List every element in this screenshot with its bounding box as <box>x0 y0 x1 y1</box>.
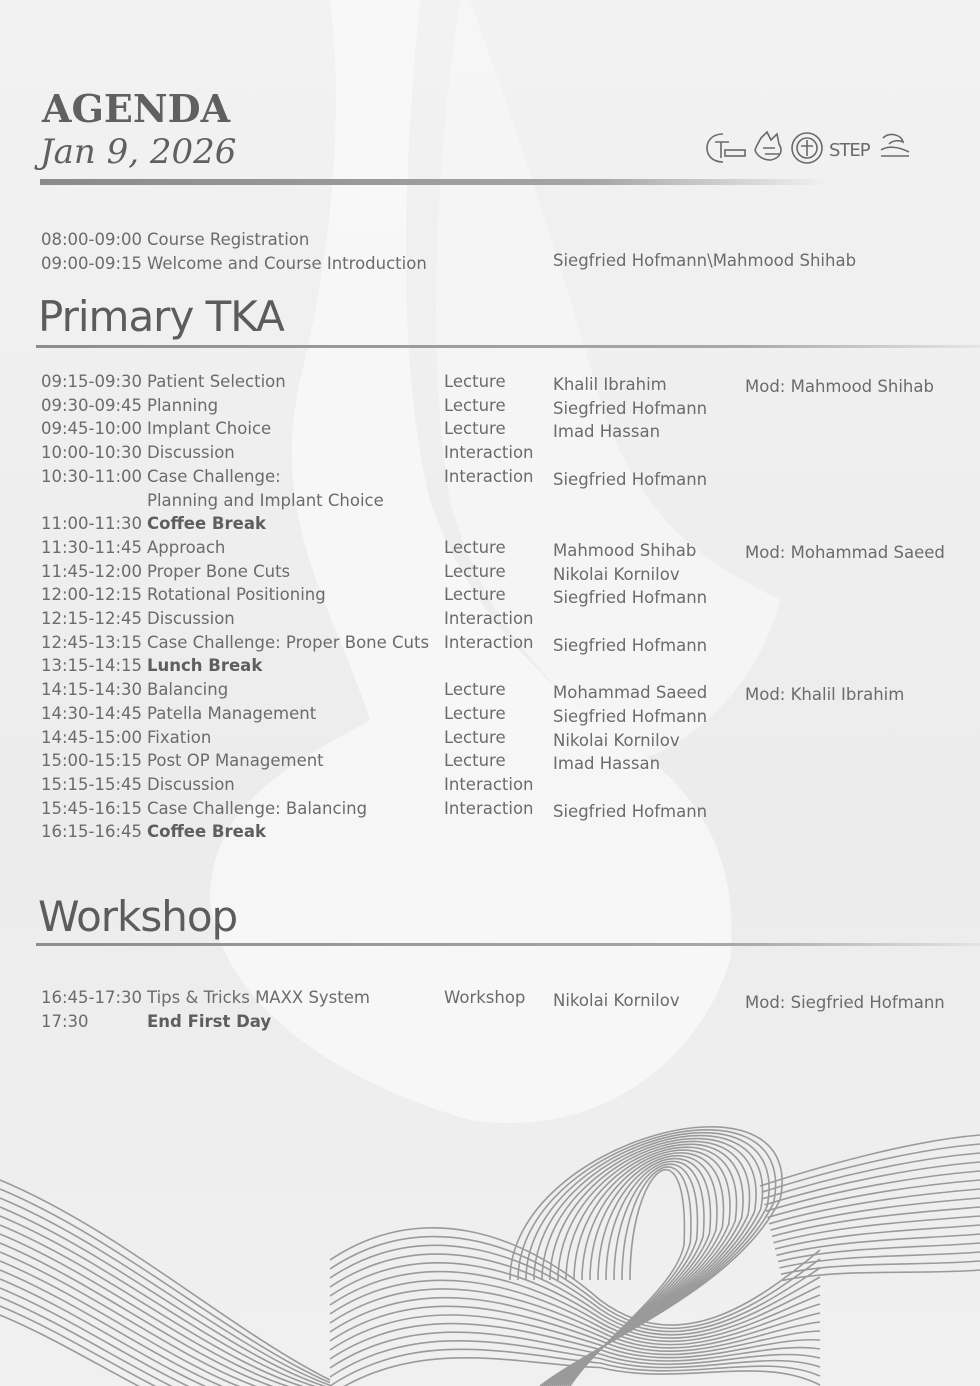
agenda-row <box>0 822 980 846</box>
session-title: Implant Choice <box>147 419 272 439</box>
agenda-row <box>0 609 980 633</box>
session-type: Lecture <box>444 419 506 439</box>
section-divider <box>36 943 980 946</box>
session-speaker: Siegfried Hofmann <box>553 470 708 489</box>
session-type: Lecture <box>444 727 506 747</box>
session-moderator: Mod: Mohammad Saeed <box>745 542 945 562</box>
session-time: 14:15-14:30 <box>41 680 143 700</box>
section-title-workshop: Workshop <box>38 892 238 941</box>
partner-logos <box>705 128 915 168</box>
session-speaker: Nikolai Kornilov <box>553 730 680 750</box>
session-type: Interaction <box>444 798 534 818</box>
session-time: 11:00-11:30 <box>41 514 143 534</box>
session-time: 12:15-12:45 <box>41 609 143 628</box>
session-type: Interaction <box>444 443 534 463</box>
session-speaker: Imad Hassan <box>553 422 661 442</box>
session-title: Discussion <box>147 774 235 794</box>
session-speaker: Siegfried Hofmann <box>553 635 708 655</box>
session-type: Interaction <box>444 466 534 486</box>
agenda-row <box>0 419 980 443</box>
logo-1-icon <box>707 134 745 162</box>
agenda-row <box>0 633 980 657</box>
session-time: 08:00-09:00 <box>41 230 143 249</box>
session-title: Lunch Break <box>147 656 263 676</box>
agenda-row <box>0 799 980 823</box>
section-divider <box>36 345 980 348</box>
session-time: 09:15-09:30 <box>41 372 143 391</box>
agenda-row <box>0 656 980 680</box>
session-type: Lecture <box>444 585 506 605</box>
session-time: 15:45-16:15 <box>41 798 143 818</box>
session-time: 09:45-10:00 <box>41 419 143 439</box>
logo-step-text: STEP <box>829 140 870 161</box>
header-divider <box>40 179 830 185</box>
session-time: 12:45-13:15 <box>41 632 143 652</box>
session-time: 14:30-14:45 <box>41 703 143 723</box>
agenda-row <box>0 751 980 775</box>
session-title: Discussion <box>147 443 235 463</box>
session-speaker: Nikolai Kornilov <box>553 564 680 584</box>
agenda-row <box>0 562 980 586</box>
session-time: 15:00-15:15 <box>41 751 143 771</box>
session-type: Interaction <box>444 774 534 794</box>
session-speaker: Khalil Ibrahim <box>553 375 667 394</box>
session-moderator: Mod: Siegfried Hofmann <box>745 993 945 1012</box>
session-time: 11:30-11:45 <box>41 537 143 557</box>
agenda-row <box>0 514 980 538</box>
session-type: Lecture <box>444 561 506 581</box>
session-title: Coffee Break <box>147 514 266 534</box>
session-speaker: Imad Hassan <box>553 754 661 774</box>
session-moderator: Mod: Khalil Ibrahim <box>745 685 905 705</box>
session-time: 13:15-14:15 <box>41 656 143 676</box>
agenda-row <box>0 443 980 467</box>
session-speaker: Siegfried Hofmann <box>553 801 708 821</box>
session-type: Lecture <box>444 703 506 723</box>
session-type: Lecture <box>444 680 506 700</box>
agenda-row <box>0 372 980 396</box>
session-title: Planning <box>147 395 219 415</box>
session-title: Post OP Management <box>147 751 324 771</box>
session-type: Lecture <box>444 395 506 415</box>
session-time: 10:00-10:30 <box>41 443 143 463</box>
session-time: 16:15-16:45 <box>41 822 143 842</box>
session-title: Case Challenge: <box>147 466 281 486</box>
agenda-row <box>0 1012 980 1036</box>
session-speaker: Siegfried Hofmann <box>553 706 708 726</box>
agenda-row <box>0 680 980 704</box>
session-title: Discussion <box>147 609 235 628</box>
session-title: Fixation <box>147 727 212 747</box>
agenda-row <box>0 775 980 799</box>
session-time: 09:30-09:45 <box>41 395 143 415</box>
agenda-row <box>0 396 980 420</box>
session-type: Lecture <box>444 537 506 557</box>
agenda-row <box>0 585 980 609</box>
session-time: 14:45-15:00 <box>41 727 143 747</box>
agenda-row <box>0 704 980 728</box>
session-title: Balancing <box>147 680 229 700</box>
session-time: 16:45-17:30 <box>41 988 143 1007</box>
session-title: End First Day <box>147 1012 272 1031</box>
session-time: 10:30-11:00 <box>41 466 143 486</box>
agenda-row <box>0 467 980 491</box>
section-title-primary-tka: Primary TKA <box>38 292 284 341</box>
agenda-row <box>0 728 980 752</box>
session-speaker: Mohammad Saeed <box>553 683 708 703</box>
session-moderator: Mod: Mahmood Shihab <box>745 377 934 396</box>
session-title: Course Registration <box>147 230 310 249</box>
logo-3-icon <box>792 133 822 163</box>
session-time: 12:00-12:15 <box>41 585 143 605</box>
session-type: Workshop <box>444 988 526 1007</box>
agenda-row <box>0 988 980 1012</box>
session-title: Planning and Implant Choice <box>147 490 384 510</box>
session-title: Case Challenge: Balancing <box>147 798 368 818</box>
session-speaker: Siegfried Hofmann\Mahmood Shihab <box>553 251 857 270</box>
session-title: Patient Selection <box>147 372 286 391</box>
session-time: 09:00-09:15 <box>41 254 143 273</box>
session-time: 15:15-15:45 <box>41 774 143 794</box>
session-title: Welcome and Course Introduction <box>147 254 427 273</box>
session-speaker: Siegfried Hofmann <box>553 398 708 418</box>
session-title: Tips & Tricks MAXX System <box>147 988 370 1007</box>
session-title: Case Challenge: Proper Bone Cuts <box>147 632 430 652</box>
session-title: Proper Bone Cuts <box>147 561 291 581</box>
session-type: Lecture <box>444 751 506 771</box>
session-type: Lecture <box>444 372 506 391</box>
session-title: Coffee Break <box>147 822 266 842</box>
session-speaker: Mahmood Shihab <box>553 540 697 560</box>
session-type: Interaction <box>444 609 534 628</box>
agenda-date: Jan 9, 2026 <box>40 132 237 172</box>
session-title: Rotational Positioning <box>147 585 326 605</box>
session-title: Patella Management <box>147 703 317 723</box>
session-speaker: Siegfried Hofmann <box>553 588 708 608</box>
session-time: 17:30 <box>41 1012 89 1031</box>
session-title: Approach <box>147 537 226 557</box>
session-time: 11:45-12:00 <box>41 561 143 581</box>
logo-2-icon <box>755 132 781 160</box>
agenda-row <box>0 538 980 562</box>
logo-5-icon <box>881 135 909 156</box>
agenda-row <box>0 491 980 515</box>
agenda-title: AGENDA <box>42 86 231 131</box>
session-type: Interaction <box>444 632 534 652</box>
session-speaker: Nikolai Kornilov <box>553 991 680 1010</box>
